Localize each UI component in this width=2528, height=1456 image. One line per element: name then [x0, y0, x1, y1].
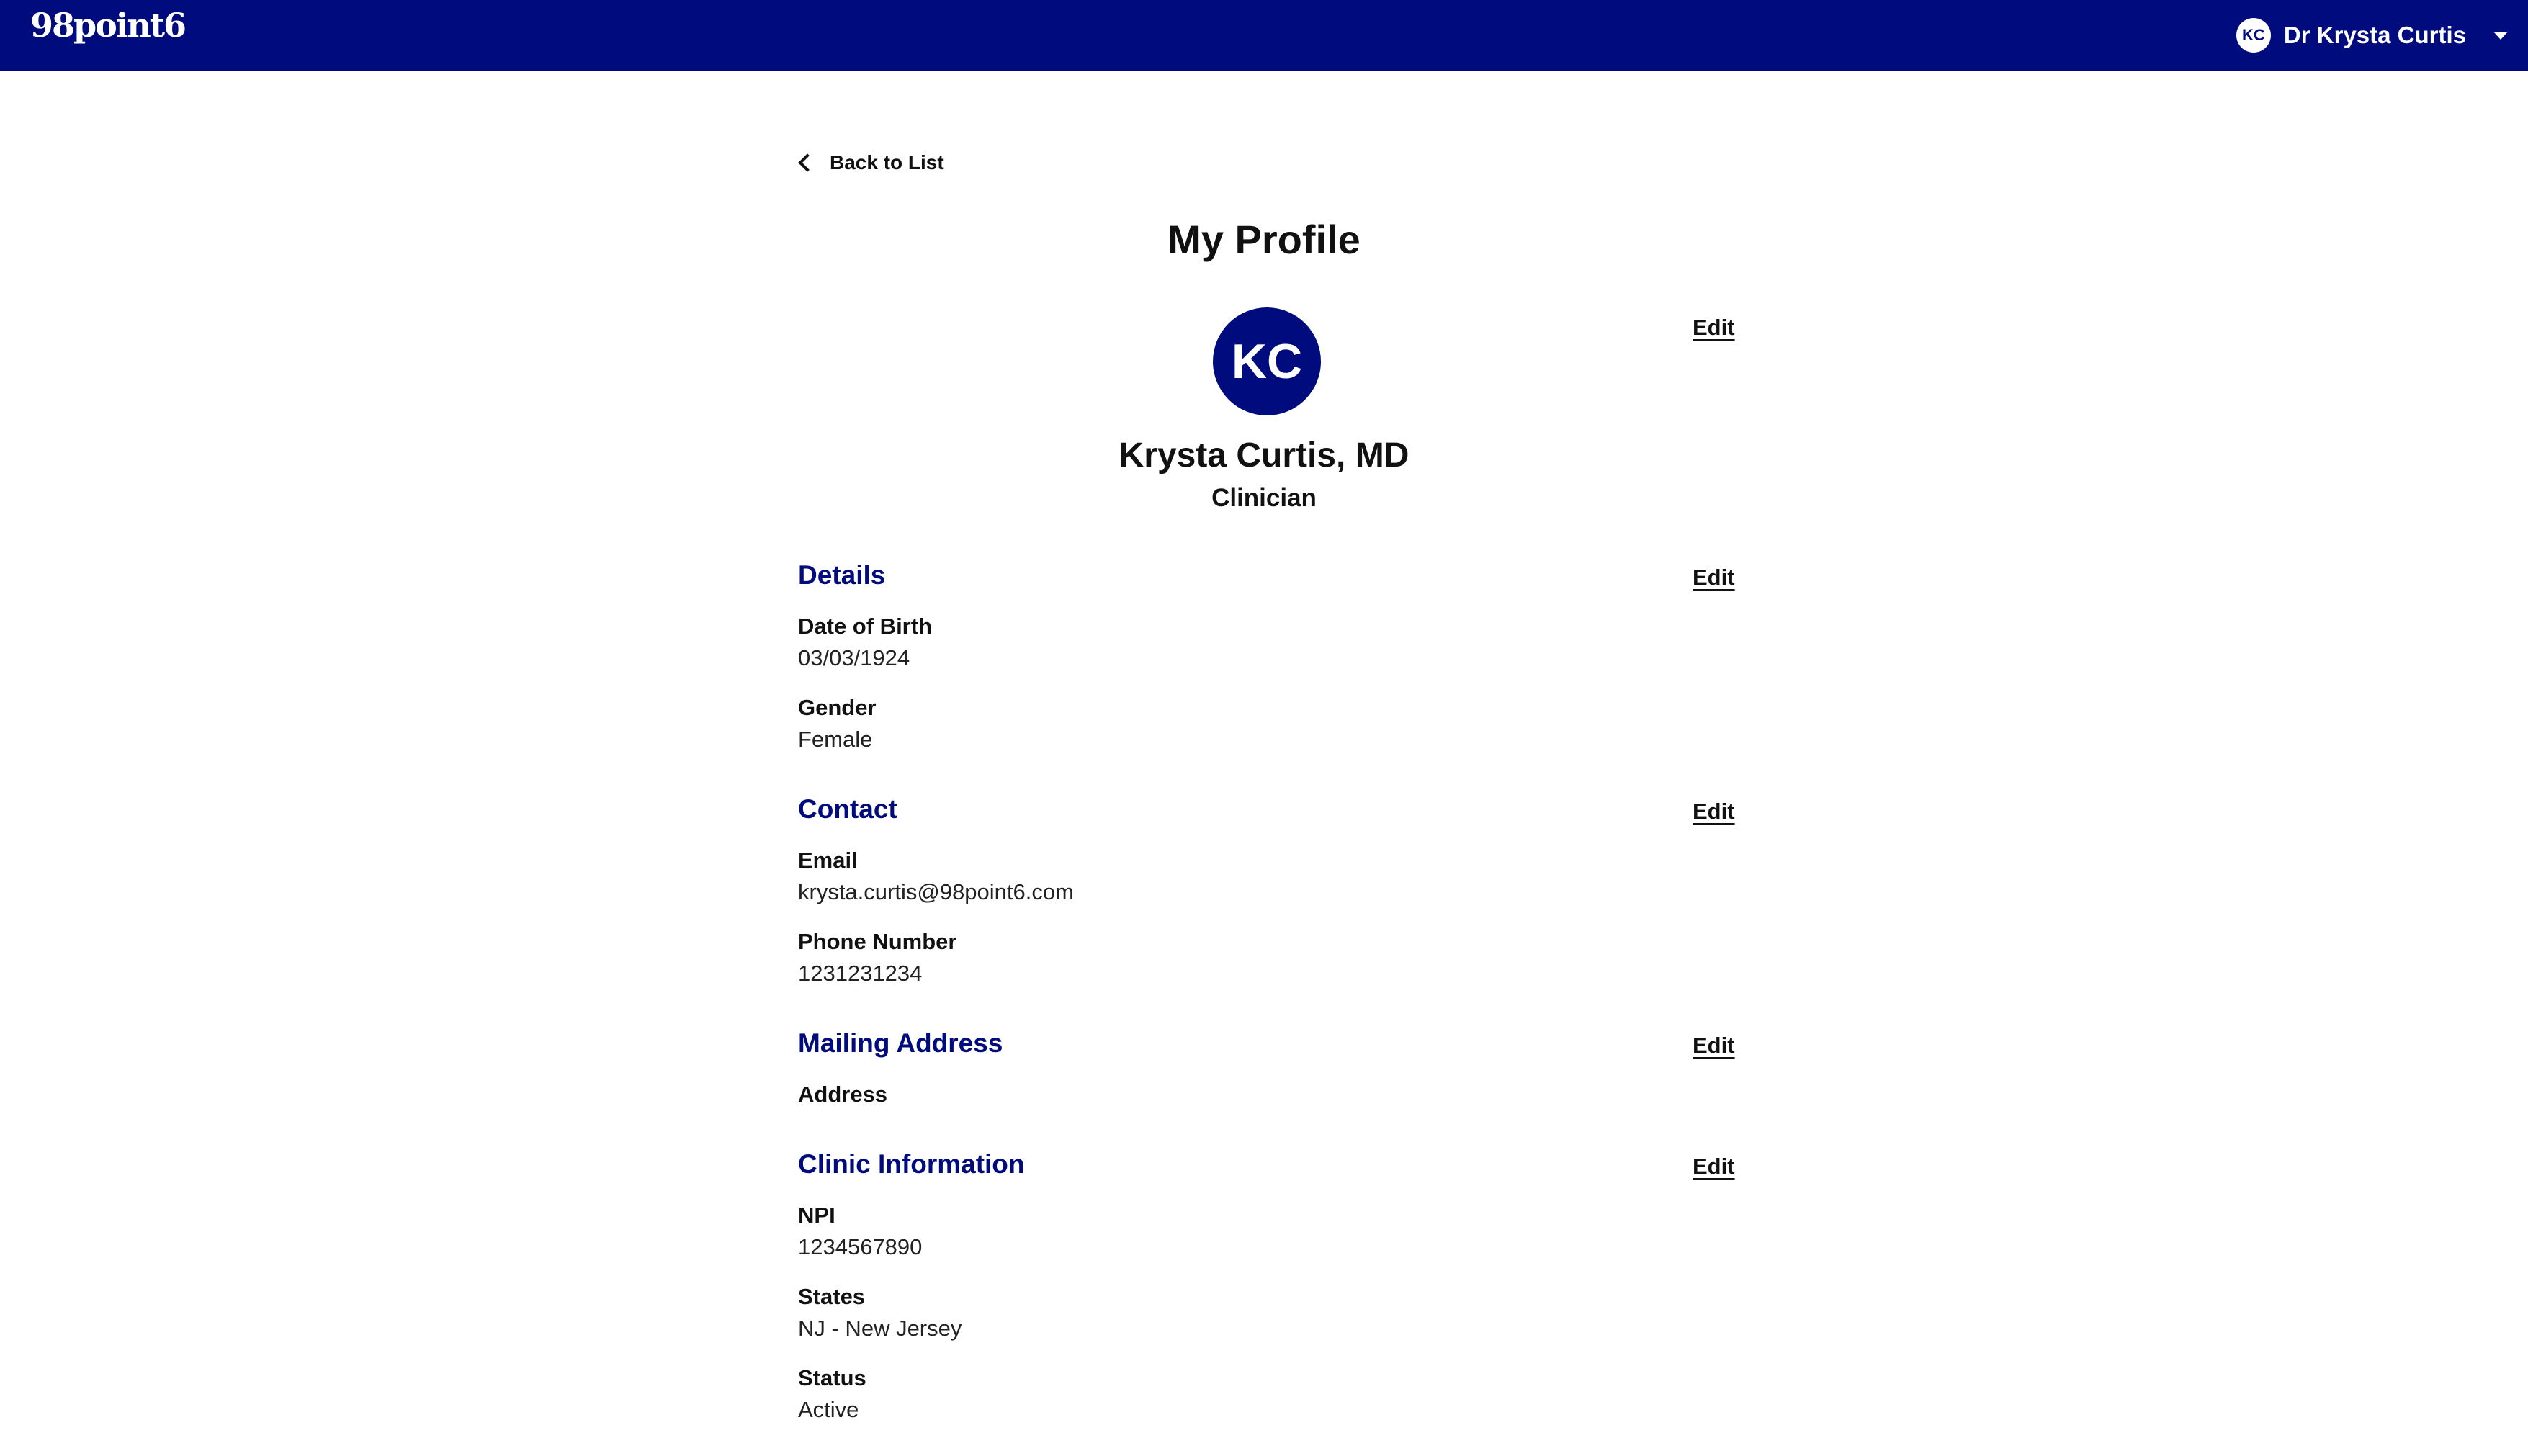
section-title-mailing-address: Mailing Address	[798, 1028, 1003, 1058]
user-name[interactable]: Dr Krysta Curtis	[2283, 22, 2466, 48]
back-to-list-label: Back to List	[830, 151, 944, 174]
top-navigation-bar	[0, 0, 2528, 71]
field-label-address: Address	[798, 1082, 888, 1107]
field-label-email: Email	[798, 848, 858, 873]
field-value-gender: Female	[798, 727, 873, 752]
section-title-clinic-information: Clinic Information	[798, 1149, 1025, 1179]
field-label-date-of-birth: Date of Birth	[798, 614, 932, 639]
field-label-npi: NPI	[798, 1203, 835, 1228]
chevron-left-icon	[798, 153, 816, 171]
field-value-status: Active	[798, 1397, 859, 1422]
profile-avatar: KC	[1213, 307, 1321, 415]
edit-details-button[interactable]: Edit	[1693, 565, 1735, 590]
field-value-date-of-birth: 03/03/1924	[798, 645, 910, 670]
profile-role: Clinician	[1211, 484, 1317, 512]
section-title-details: Details	[798, 560, 886, 590]
field-label-gender: Gender	[798, 695, 877, 720]
page-title: My Profile	[1167, 217, 1361, 262]
caret-down-icon[interactable]	[2493, 32, 2508, 40]
field-label-states: States	[798, 1284, 866, 1309]
field-value-npi: 1234567890	[798, 1234, 923, 1259]
field-label-phone-number: Phone Number	[798, 929, 957, 954]
user-menu[interactable]	[2236, 0, 2508, 71]
edit-profile-button[interactable]: Edit	[1693, 315, 1735, 340]
field-value-states: NJ - New Jersey	[798, 1316, 962, 1341]
section-title-contact: Contact	[798, 794, 897, 824]
app-logo[interactable]: 98point6	[30, 6, 186, 45]
field-value-email: krysta.curtis@98point6.com	[798, 879, 1074, 904]
back-to-list-link[interactable]	[798, 151, 944, 174]
profile-name: Krysta Curtis, MD	[1119, 436, 1409, 475]
edit-clinic-information-button[interactable]: Edit	[1693, 1154, 1735, 1179]
field-label-status: Status	[798, 1365, 866, 1390]
user-avatar: KC	[2236, 18, 2271, 53]
edit-contact-button[interactable]: Edit	[1693, 799, 1735, 824]
edit-mailing-address-button[interactable]: Edit	[1693, 1033, 1735, 1058]
field-value-phone-number: 1231231234	[798, 961, 923, 986]
